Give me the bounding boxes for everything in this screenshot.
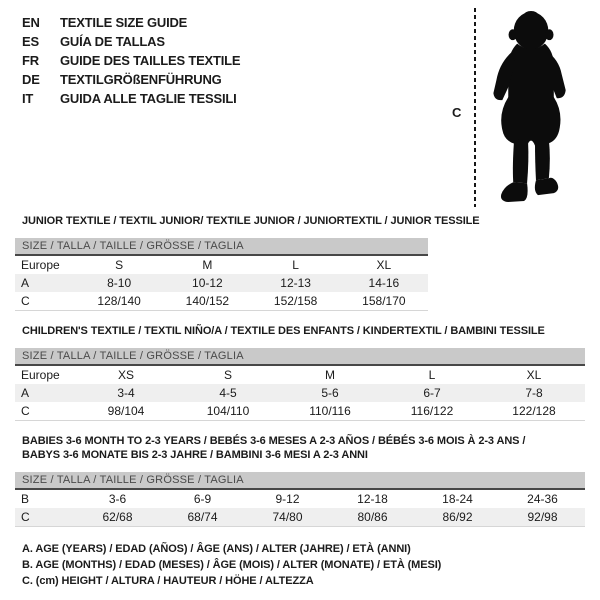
size-value-cell: M	[325, 368, 335, 382]
language-code: IT	[22, 91, 34, 106]
language-row-de	[22, 70, 240, 89]
footnote-age-years: A. AGE (YEARS) / EDAD (AÑOS) / ÂGE (ANS) / ALTER (JAHRE) / ETÀ (ANNI)	[22, 543, 411, 555]
children-table-wrap	[15, 348, 585, 421]
size-value-cell: L	[428, 368, 436, 382]
height-measure-dashed-line	[474, 8, 476, 207]
size-table-row	[15, 274, 428, 292]
size-value-cell: 152/158	[273, 294, 318, 308]
height-measure-label: C	[452, 105, 462, 120]
size-value-cell: 6-7	[423, 386, 441, 400]
size-header-bar: SIZE / TALLA / TAILLE / GRÖSSE / TAGLIA	[15, 472, 585, 490]
footnote-age-months: B. AGE (MONTHS) / EDAD (MESES) / ÂGE (MOIS) / ALTER (MONATE) / ETÀ (MESI)	[22, 559, 442, 571]
size-value-cell: 6-9	[193, 492, 212, 506]
size-value-cell: 7-8	[525, 386, 543, 400]
row-label: C	[21, 294, 30, 308]
language-row-es	[22, 32, 240, 51]
size-value-cell: XS	[117, 368, 134, 382]
size-table-row	[15, 508, 585, 527]
guide-title: GUIDE DES TAILLES TEXTILE	[60, 53, 241, 68]
row-label: A	[21, 276, 30, 290]
size-value-cell: 9-12	[275, 492, 300, 506]
row-label: Europe	[21, 368, 60, 382]
size-table-row	[15, 292, 428, 311]
children-size-table	[15, 366, 585, 421]
language-code: EN	[22, 15, 40, 30]
section-babies-textile	[15, 434, 585, 527]
size-value-cell: 80/86	[357, 510, 388, 524]
size-table-row	[15, 490, 585, 508]
guide-title: GUIDA ALLE TAGLIE TESSILI	[60, 91, 237, 106]
size-value-cell: 3-6	[108, 492, 127, 506]
size-value-cell: 62/68	[102, 510, 133, 524]
size-value-cell: 24-36	[527, 492, 558, 506]
size-value-cell: 3-4	[117, 386, 135, 400]
size-value-cell: 140/152	[185, 294, 230, 308]
size-value-cell: 5-6	[321, 386, 339, 400]
baby-silhouette-icon	[484, 8, 584, 206]
size-table-row	[15, 402, 585, 421]
legend-footnotes	[22, 541, 585, 589]
size-value-cell: L	[292, 258, 299, 272]
row-label: A	[21, 386, 30, 400]
size-header-bar: SIZE / TALLA / TAILLE / GRÖSSE / TAGLIA	[15, 348, 585, 366]
size-value-cell: M	[202, 258, 213, 272]
language-title-list	[22, 13, 240, 108]
row-label: C	[21, 510, 30, 524]
size-value-cell: 74/80	[272, 510, 303, 524]
size-value-cell: 12-18	[357, 492, 388, 506]
section-childrens-textile	[15, 324, 585, 421]
size-tables-content	[15, 214, 585, 589]
row-label: C	[21, 404, 30, 418]
size-header-bar: SIZE / TALLA / TAILLE / GRÖSSE / TAGLIA	[15, 238, 428, 256]
size-value-cell: S	[115, 258, 124, 272]
size-value-cell: 86/92	[442, 510, 473, 524]
section-heading-line: BABYS 3-6 MONATE BIS 2-3 JAHRE / BAMBINI 3-6 MESI A 2-3 ANNI	[22, 449, 368, 461]
section-heading-babies	[22, 434, 585, 462]
size-value-cell: 104/110	[206, 404, 250, 418]
size-value-cell: XL	[376, 258, 392, 272]
babies-size-table	[15, 490, 585, 527]
row-label: B	[21, 492, 30, 506]
size-table-row	[15, 366, 585, 384]
size-value-cell: 68/74	[187, 510, 218, 524]
size-value-cell: 14-16	[368, 276, 400, 290]
language-code: DE	[22, 72, 40, 87]
language-row-en	[22, 13, 240, 32]
section-heading-junior: JUNIOR TEXTILE / TEXTIL JUNIOR/ TEXTILE JUNIOR / JUNIORTEXTIL / JUNIOR TESSILE	[22, 215, 480, 227]
size-value-cell: 12-13	[280, 276, 311, 290]
language-code: FR	[22, 53, 39, 68]
junior-table-wrap	[15, 238, 428, 311]
size-value-cell: 116/122	[410, 404, 454, 418]
guide-title: GUÍA DE TALLAS	[60, 34, 165, 49]
size-value-cell: 128/140	[97, 294, 141, 308]
size-value-cell: 4-5	[219, 386, 237, 400]
size-value-cell: 18-24	[442, 492, 473, 506]
size-value-cell: 92/98	[527, 510, 558, 524]
guide-title: TEXTILGRÖßENFÜHRUNG	[60, 72, 222, 87]
size-value-cell: 110/116	[309, 404, 351, 418]
size-value-cell: XL	[526, 368, 542, 382]
section-junior-textile	[15, 214, 585, 311]
section-heading-line: BABIES 3-6 MONTH TO 2-3 YEARS / BEBÉS 3-6 MESES A 2-3 AÑOS / BÉBÉS 3-6 MOIS À 2-3 ANS /	[22, 435, 526, 447]
guide-title: TEXTILE SIZE GUIDE	[60, 15, 188, 30]
junior-size-table	[15, 256, 428, 311]
size-value-cell: 122/128	[512, 404, 556, 418]
size-table-row	[15, 256, 428, 274]
section-heading-children: CHILDREN'S TEXTILE / TEXTIL NIÑO/A / TEXTILE DES ENFANTS / KINDERTEXTIL / BAMBINI TESSILE	[22, 325, 545, 337]
language-row-it	[22, 89, 240, 108]
size-value-cell: 98/104	[107, 404, 145, 418]
language-row-fr	[22, 51, 240, 70]
row-label: Europe	[21, 258, 60, 272]
babies-table-wrap	[15, 472, 585, 527]
size-value-cell: S	[223, 368, 232, 382]
footnote-height-cm: C. (cm) HEIGHT / ALTURA / HAUTEUR / HÖHE / ALTEZZA	[22, 575, 314, 587]
size-value-cell: 10-12	[192, 276, 223, 290]
size-value-cell: 8-10	[107, 276, 132, 290]
size-value-cell: 158/170	[362, 294, 406, 308]
language-code: ES	[22, 34, 39, 49]
size-table-row	[15, 384, 585, 402]
